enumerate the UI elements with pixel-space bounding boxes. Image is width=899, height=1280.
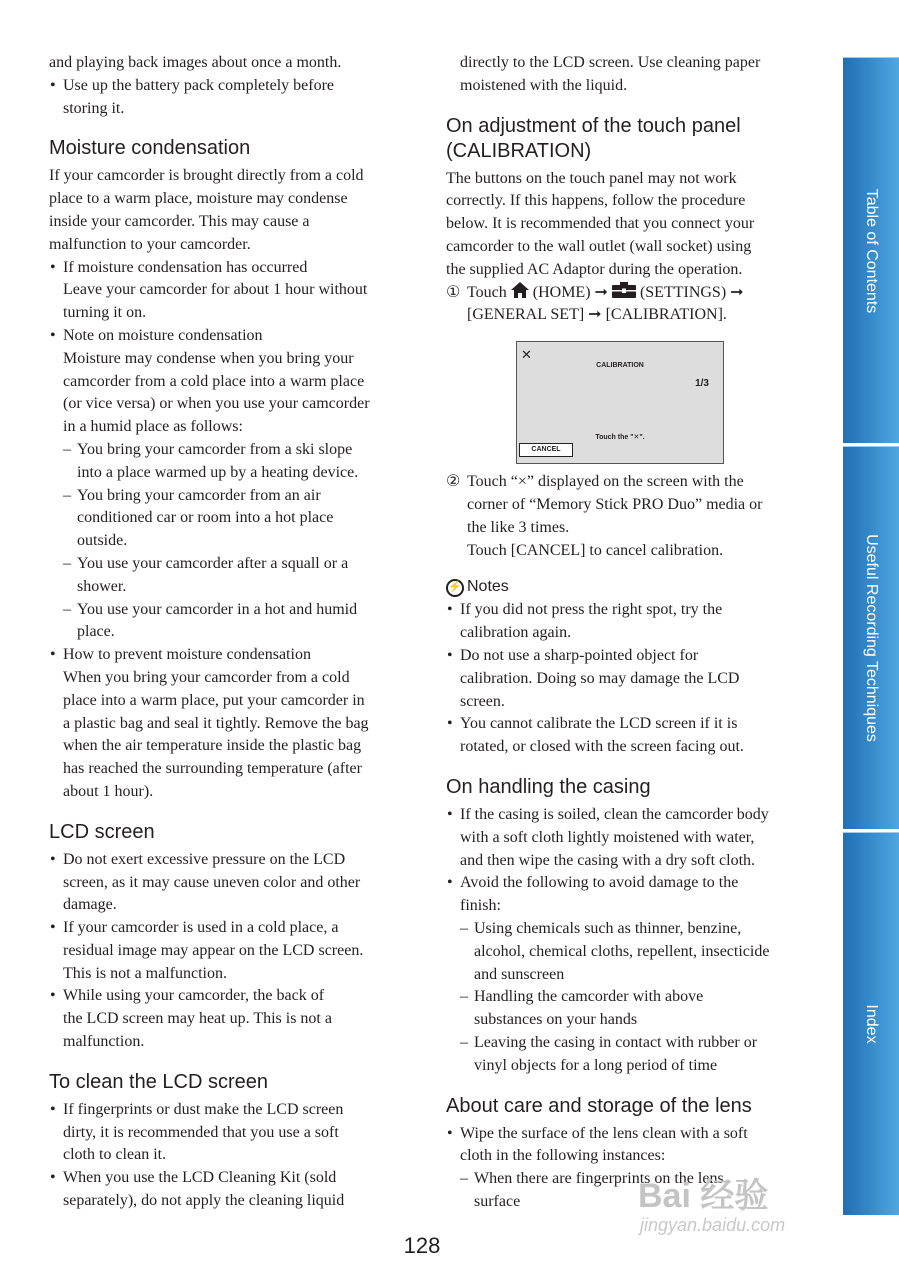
- dash-item: [49, 599, 399, 645]
- bullet-item: [446, 599, 796, 645]
- page-number: 128: [403, 1233, 441, 1258]
- heading-casing: On handling the casing: [446, 775, 651, 798]
- bullet-item: [446, 872, 796, 918]
- settings-toolbox-icon: [612, 282, 636, 298]
- text-line: If your camcorder is brought directly from a cold: [49, 167, 364, 185]
- text-line: – You use your camcorder in a hot and humid: [77, 600, 358, 618]
- dash-item: [49, 439, 399, 485]
- text-line: • Do not use a sharp-pointed object for: [460, 646, 699, 664]
- bullet-item: [446, 645, 796, 713]
- dash-item: [49, 553, 399, 599]
- step-number: ②: [446, 473, 461, 491]
- text-line: shower.: [77, 577, 127, 595]
- text-line: separately), do not apply the cleaning liquid: [63, 1192, 345, 1210]
- dash-item: [446, 1032, 796, 1078]
- text-line: – Handling the camcorder with above: [474, 988, 704, 1006]
- heading-line: (CALIBRATION): [446, 139, 592, 162]
- text-line: surface: [474, 1192, 521, 1210]
- home-icon: [511, 282, 529, 298]
- text-line: has reached the surrounding temperature (after: [63, 760, 362, 778]
- text-line: The buttons on the touch panel may not work: [446, 169, 737, 187]
- text-run: Touch: [467, 283, 507, 301]
- tab-label: Useful Recording Techniques: [863, 534, 880, 742]
- step-2: [446, 471, 796, 562]
- dash-item: [446, 918, 796, 986]
- text-line: rotated, or closed with the screen facing out.: [460, 738, 744, 756]
- text-line: – You bring your camcorder from a ski slope: [77, 440, 353, 458]
- text-line: malfunction.: [63, 1033, 145, 1051]
- bullet-item: [49, 1099, 399, 1167]
- text-line: malfunction to your camcorder.: [49, 235, 251, 253]
- text-line: • Use up the battery pack completely before: [63, 76, 334, 94]
- bullet-item: [49, 257, 399, 325]
- text-line: corner of “Memory Stick PRO Duo” media or: [467, 495, 763, 513]
- notes-title: Notes: [467, 578, 509, 596]
- tab-label: Table of Contents: [863, 188, 880, 313]
- text-line: in a humid place as follows:: [63, 418, 243, 436]
- text-line: with a soft cloth lightly moistened with water,: [460, 828, 755, 846]
- text-line: • You cannot calibrate the LCD screen if it is: [460, 715, 738, 733]
- text-line: • Wipe the surface of the lens clean with a soft: [460, 1124, 748, 1142]
- text-line: when the air temperature inside the plastic bag: [63, 737, 362, 755]
- text-line: the LCD screen may heat up. This is not a: [63, 1010, 332, 1028]
- tab-index[interactable]: [843, 832, 899, 1215]
- text-run: (HOME): [532, 283, 591, 301]
- text-line: the supplied AC Adaptor during the operation.: [446, 260, 743, 278]
- tab-label: Index: [863, 1004, 880, 1044]
- text-line: – When there are fingerprints on the lens: [474, 1170, 724, 1188]
- step-1: [446, 282, 796, 328]
- screen-hint: Touch the "✕".: [595, 434, 645, 442]
- screen-title: CALIBRATION: [596, 362, 644, 370]
- bullet-item: [49, 1167, 399, 1213]
- text-line: – You bring your camcorder from an air: [77, 486, 321, 504]
- text-line: – Using chemicals such as thinner, benzine,: [474, 919, 742, 937]
- cancel-button: CANCEL: [519, 443, 573, 457]
- text-line: below. It is recommended that you connect your: [446, 215, 755, 233]
- watermark-logo: Bai 经验: [638, 1177, 769, 1215]
- heading-calibration: [446, 114, 796, 164]
- text-line: storing it.: [63, 99, 125, 117]
- text-line: place.: [77, 623, 115, 641]
- text-line: moistened with the liquid.: [460, 76, 628, 94]
- text-line: place into a warm place, put your camcorder in: [63, 691, 365, 709]
- dash-item: [446, 986, 796, 1032]
- text-line: (or vice versa) or when you use your camcorder: [63, 395, 370, 413]
- dash-item: [49, 485, 399, 553]
- text-line: • While using your camcorder, the back of: [63, 987, 325, 1005]
- bullet-item: [49, 985, 399, 1053]
- text-line: • If you did not press the right spot, try the: [460, 601, 723, 619]
- bullet-item: [446, 1123, 796, 1169]
- text-line: • Do not exert excessive pressure on the LCD: [63, 850, 346, 868]
- arrow-icon: ➞: [730, 283, 744, 301]
- watermark-url: jingyan.baidu.com: [640, 1215, 786, 1235]
- text-line: correctly. If this happens, follow the procedure: [446, 192, 746, 210]
- bullet-item: [446, 713, 796, 759]
- text-line: • If your camcorder is used in a cold place, a: [63, 919, 339, 937]
- screen-page-indicator: 1/3: [695, 378, 709, 390]
- text-line: Touch “×” displayed on the screen with the: [467, 473, 744, 491]
- text-line: damage.: [63, 896, 117, 914]
- text-line: • If the casing is soiled, clean the camcorder body: [460, 805, 769, 823]
- text-line: • If fingerprints or dust make the LCD screen: [63, 1100, 344, 1118]
- text-line: alcohol, chemical cloths, repellent, insecticide: [474, 942, 770, 960]
- text-line: calibration again.: [460, 624, 572, 642]
- tab-useful-recording-techniques[interactable]: [843, 446, 899, 829]
- text-line: Moisture may condense when you bring your: [63, 349, 354, 367]
- text-line: Touch [CANCEL] to cancel calibration.: [467, 541, 724, 559]
- text-line: [GENERAL SET] ➞ [CALIBRATION].: [467, 306, 727, 324]
- bullet-item: [49, 75, 399, 121]
- text-run: (SETTINGS): [639, 283, 727, 301]
- left-column: [49, 52, 399, 1213]
- text-line: conditioned car or room into a hot place: [77, 509, 334, 527]
- text-line: • If moisture condensation has occurred: [63, 258, 308, 276]
- arrow-icon: ➞: [594, 283, 608, 301]
- text-line: • Note on moisture condensation: [63, 326, 263, 344]
- heading-lcd-screen: LCD screen: [49, 820, 155, 843]
- text-line: residual image may appear on the LCD screen.: [63, 941, 364, 959]
- heading-lens: About care and storage of the lens: [446, 1094, 752, 1117]
- text-line: turning it on.: [63, 304, 147, 322]
- bullet-item: [49, 644, 399, 804]
- text-line: place to a warm place, moisture may condense: [49, 190, 348, 208]
- text-line: dirty, it is recommended that you use a soft: [63, 1123, 339, 1141]
- text-line: calibration. Doing so may damage the LCD: [460, 669, 740, 687]
- text-line: – You use your camcorder after a squall or a: [77, 554, 349, 572]
- text-line: cloth in the following instances:: [460, 1147, 666, 1165]
- text-line: • When you use the LCD Cleaning Kit (sold: [63, 1169, 337, 1187]
- text-line: • How to prevent moisture condensation: [63, 646, 311, 664]
- close-icon: ✕: [521, 347, 532, 363]
- heading-moisture: Moisture condensation: [49, 137, 251, 160]
- text-line: inside your camcorder. This may cause a: [49, 212, 310, 230]
- text-line: vinyl objects for a long period of time: [474, 1056, 718, 1074]
- tab-table-of-contents[interactable]: [843, 57, 899, 443]
- text-line: substances on your hands: [474, 1011, 638, 1029]
- text-line: [467, 282, 796, 305]
- bullet-item: [49, 917, 399, 985]
- notes-lightning-icon: ⚡: [446, 579, 464, 597]
- bullet-item: [446, 804, 796, 872]
- calibration-screen-illustration: [516, 341, 724, 464]
- text-line: outside.: [77, 532, 128, 550]
- text-line: • Avoid the following to avoid damage to the: [460, 874, 739, 892]
- text-line: and then wipe the casing with a dry soft cloth.: [460, 851, 756, 869]
- text-line: When you bring your camcorder from a cold: [63, 668, 350, 686]
- text-line: the like 3 times.: [467, 518, 570, 536]
- text-line: This is not a malfunction.: [63, 964, 227, 982]
- notes-header: [446, 576, 796, 599]
- step-number: ①: [446, 283, 461, 301]
- text-line: camcorder from a cold place into a warm place: [63, 372, 365, 390]
- heading-clean-lcd: To clean the LCD screen: [49, 1070, 269, 1093]
- continued-text: [446, 52, 796, 98]
- right-column: [446, 52, 796, 1214]
- text-line: finish:: [460, 897, 501, 915]
- text-line: about 1 hour).: [63, 782, 154, 800]
- text-line: camcorder to the wall outlet (wall socket) using: [446, 237, 752, 255]
- bullet-item: [49, 849, 399, 917]
- text-line: Leave your camcorder for about 1 hour without: [63, 281, 368, 299]
- bullet-item: [49, 325, 399, 439]
- text-line: a plastic bag and seal it tightly. Remove the bag: [63, 714, 369, 732]
- text-line: – Leaving the casing in contact with rubber or: [474, 1033, 758, 1051]
- text-line: screen.: [460, 692, 505, 710]
- text-line: directly to the LCD screen. Use cleaning paper: [460, 54, 761, 71]
- heading-line: On adjustment of the touch panel: [446, 114, 741, 137]
- text-line: and playing back images about once a month.: [49, 54, 342, 71]
- text-line: cloth to clean it.: [63, 1146, 167, 1164]
- text-line: screen, as it may cause uneven color and other: [63, 873, 361, 891]
- text-line: into a place warmed up by a heating device.: [77, 463, 359, 481]
- text-line: and sunscreen: [474, 965, 565, 983]
